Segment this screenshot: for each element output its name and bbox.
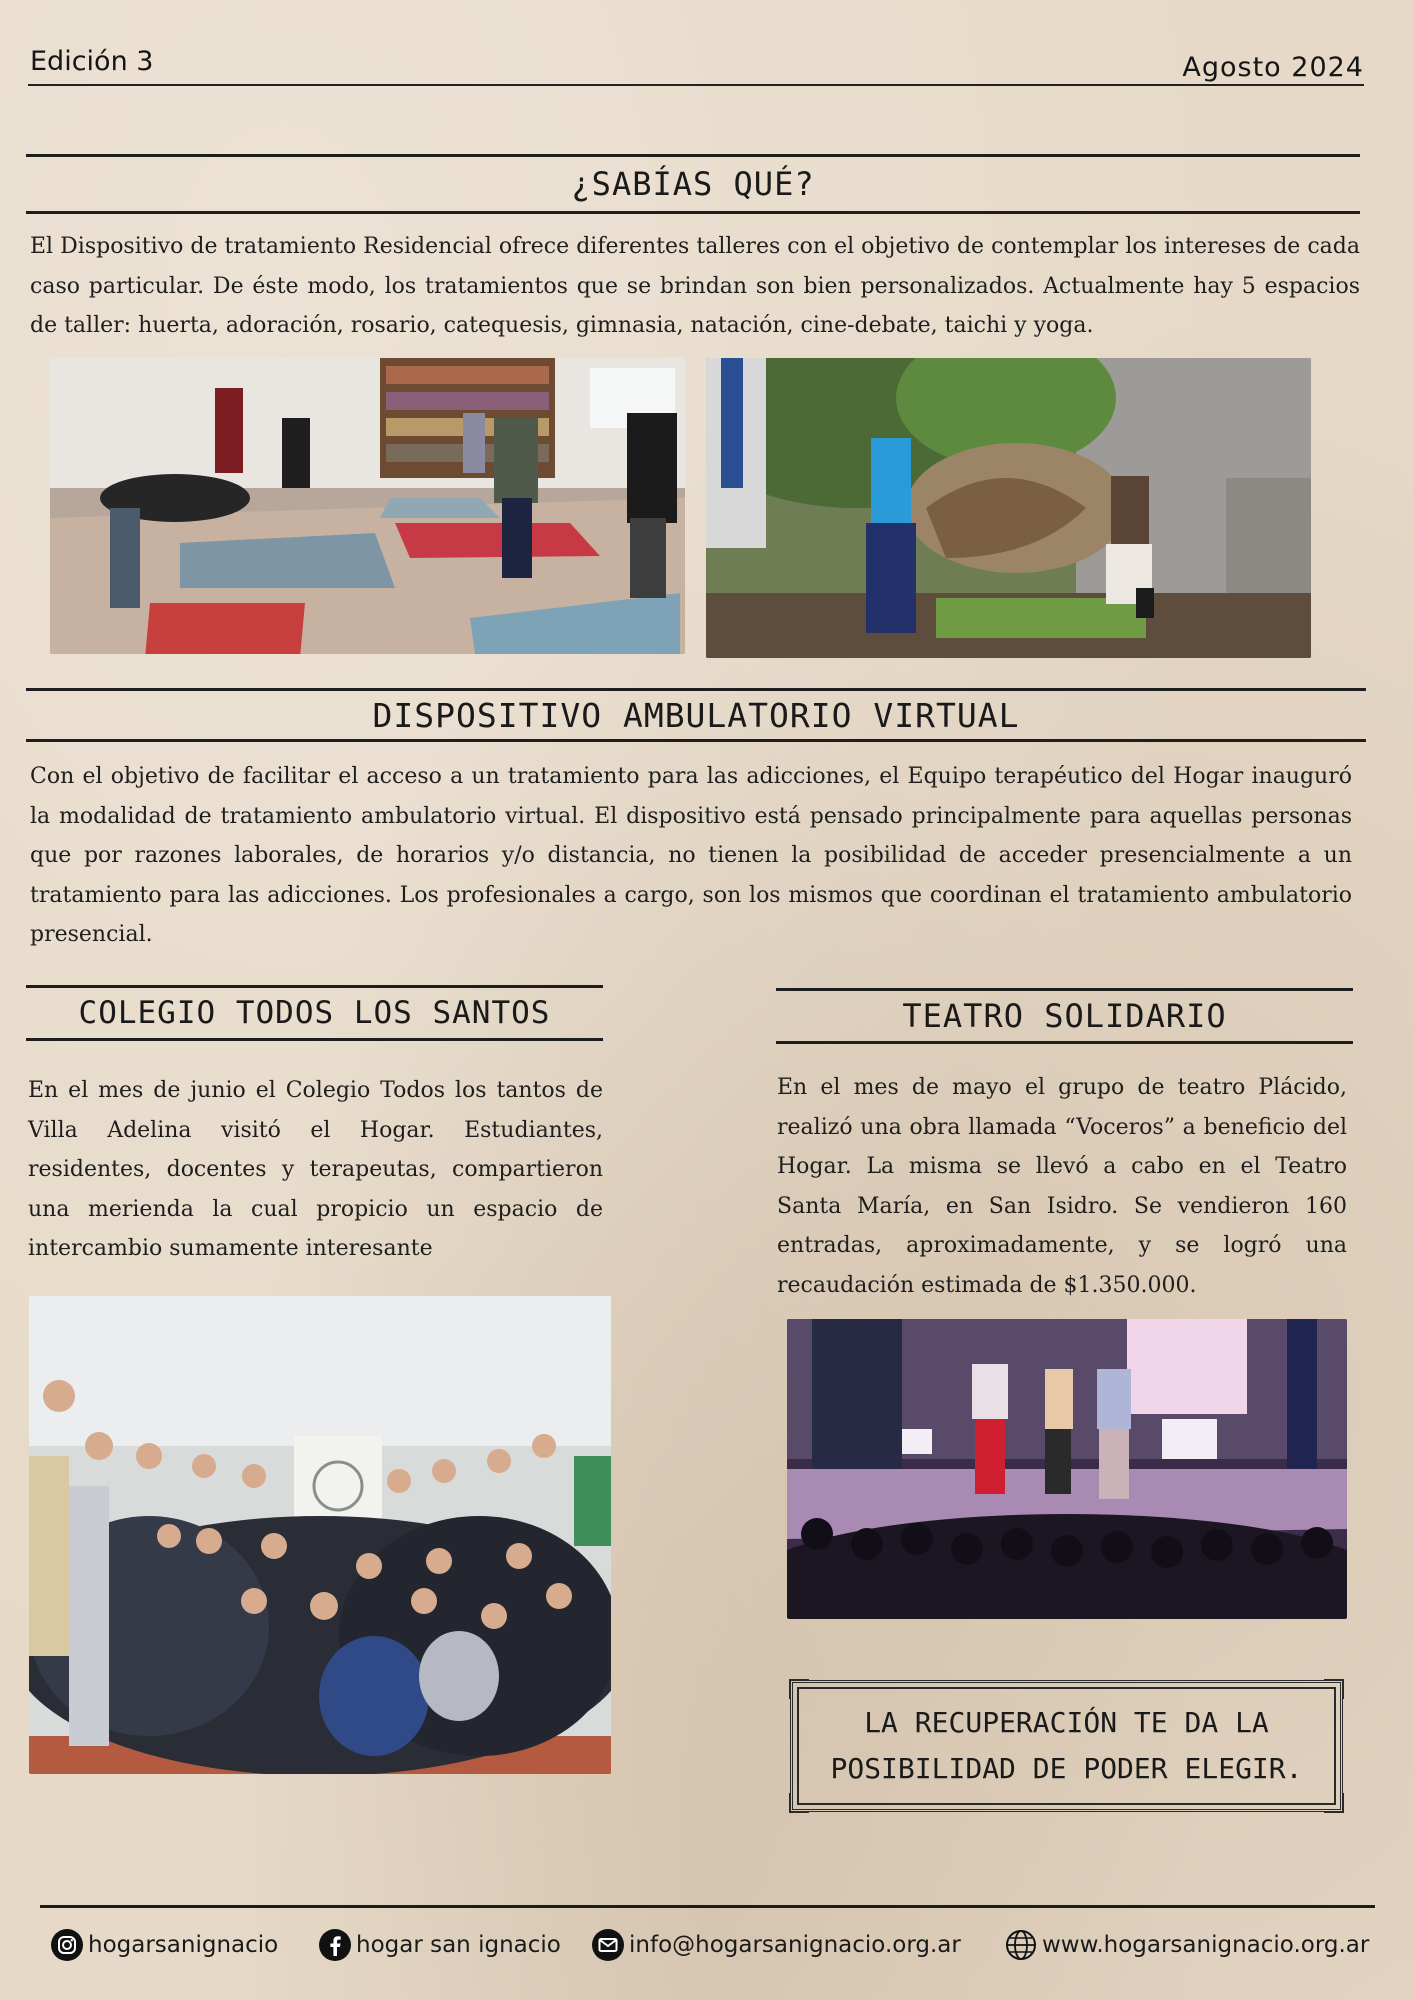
sabias-paragraph: El Dispositivo de tratamiento Residencial ofrece diferentes talleres con el objetivo de contemplar los intereses de cada caso particular. De éste modo, los tratamientos que se brindan son bien personalizados. Actualmente hay 5 espacios de taller: huerta, adoración, rosario, catequesis, gimnasia, natación, cine-debate, taichi y yoga.	[30, 234, 1360, 338]
teatro-paragraph: En el mes de mayo el grupo de teatro Plácido, realizó una obra llamada “Voceros” a beneficio del Hogar. La misma se llevó a cabo en el Teatro Santa María, en San Isidro. Se vendieron 160 entradas, aproximadamente, y se logró una recaudación estimada de $1.350.000.	[777, 1075, 1347, 1298]
issue-date: Agosto 2024	[1182, 52, 1364, 83]
ambulatorio-paragraph: Con el objetivo de facilitar el acceso a un tratamiento para las adicciones, el Equipo terapéutico del Hogar inauguró la modalidad de tratamiento ambulatorio virtual. El dispositivo está pensado principalmente para aquellas personas que por razones laborales, de horarios y/o distancia, no tienen la posibilidad de acceder presencialmente a un tratamiento para las adicciones. Los profesionales a cargo, son los mismos que coordinan el tratamiento ambulatorio presencial.	[30, 764, 1352, 947]
footer-divider	[40, 1905, 1375, 1908]
footer-instagram[interactable]	[50, 1926, 278, 1964]
footer-email[interactable]	[591, 1926, 961, 1964]
ornament-corner-icon	[1324, 1679, 1344, 1699]
ornament-corner-icon	[789, 1679, 809, 1699]
facebook-icon	[318, 1928, 352, 1962]
edition-label: Edición 3	[30, 46, 154, 77]
footer-facebook[interactable]	[318, 1926, 561, 1964]
ornament-corner-icon	[1324, 1793, 1344, 1813]
instagram-icon	[50, 1928, 84, 1962]
garden-workshop-photo	[706, 358, 1311, 658]
yoga-workshop-photo	[50, 358, 685, 654]
ornament-corner-icon	[789, 1793, 809, 1813]
quote-line-1: LA RECUPERACIÓN TE DA LA	[864, 1706, 1269, 1739]
website-url[interactable]: www.hogarsanignacio.org.ar	[1042, 1932, 1370, 1958]
quote-line-2: POSIBILIDAD DE PODER ELEGIR.	[830, 1752, 1303, 1785]
section-title-sabias: ¿SABÍAS QUÉ?	[26, 154, 1360, 214]
email-icon	[591, 1928, 625, 1962]
colegio-paragraph: En el mes de junio el Colegio Todos los tantos de Villa Adelina visitó el Hogar. Estudiantes, residentes, docentes y terapeutas, compartieron una merienda la cual propicio un espacio de intercambio sumamente interesante	[28, 1078, 603, 1261]
header-divider	[28, 84, 1364, 86]
theater-play-photo	[787, 1319, 1347, 1619]
section-title-teatro: TEATRO SOLIDARIO	[776, 988, 1353, 1044]
instagram-handle[interactable]: hogarsanignacio	[88, 1932, 279, 1958]
globe-icon	[1004, 1928, 1038, 1962]
section-title-ambulatorio: DISPOSITIVO AMBULATORIO VIRTUAL	[26, 688, 1366, 742]
recovery-quote-box	[790, 1680, 1343, 1812]
footer-website[interactable]	[1004, 1926, 1369, 1964]
section-title-colegio: COLEGIO TODOS LOS SANTOS	[26, 985, 603, 1041]
email-address[interactable]: info@hogarsanignacio.org.ar	[629, 1932, 961, 1958]
facebook-page[interactable]: hogar san ignacio	[356, 1932, 561, 1958]
school-visit-group-photo	[29, 1296, 611, 1774]
